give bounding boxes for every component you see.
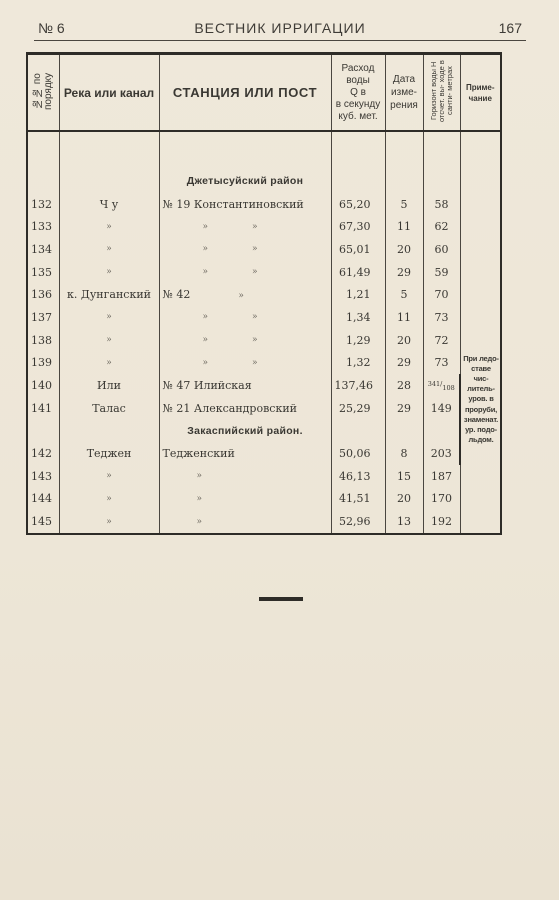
col-header-level: Горизонт воды H отсчет. вы- ходе в санти- метрах xyxy=(423,54,460,132)
table-row: 142 Теджен Тедженский 50,06 8 203 xyxy=(27,442,501,465)
note-line: льдом. xyxy=(468,435,494,445)
district-row xyxy=(27,420,501,443)
col-header-order: №№ по порядку xyxy=(27,54,59,132)
table-row: 139 » » » 1,32 29 73 При ледо- ставе чис- литель- уров. в проруби, знаменат. ур. подо- льдом. xyxy=(27,352,501,375)
table-row: 132 Ч у № 19 Константиновский 65,20 5 58 xyxy=(27,193,501,216)
journal-title: ВЕСТНИК ИРРИГАЦИИ xyxy=(194,20,366,36)
col-header-date: Дата изме- рения xyxy=(385,54,423,132)
issue-number: № 6 xyxy=(38,20,65,36)
table-row: 137 » » » 1,34 11 73 xyxy=(27,306,501,329)
section-divider-rule xyxy=(259,597,303,601)
page-number: 167 xyxy=(498,20,522,36)
running-head xyxy=(34,18,526,41)
table-row: 133 » » » 67,30 11 62 xyxy=(27,215,501,238)
note-line: литель- xyxy=(467,384,495,394)
table-row: 140 Или № 47 Илийская 137,46 28 $^{341/}$108 xyxy=(27,374,501,397)
level-fraction: $^{341/}$108 xyxy=(423,374,460,397)
table-row: 135 » » » 61,49 29 59 xyxy=(27,261,501,284)
table-row: 141 Талас № 21 Александровский 25,29 29 149 xyxy=(27,397,501,420)
table-row: 143 » » 46,13 15 187 xyxy=(27,465,501,488)
note-line: знаменат. xyxy=(463,414,499,424)
note-line: ставе чис- xyxy=(471,363,491,383)
note-line: При ледо- xyxy=(463,353,499,363)
col-header-flow: Расход воды Q в в секунду куб. мет. xyxy=(331,54,385,132)
col-header-note: Приме- чание xyxy=(460,54,501,132)
col-header-station: СТАНЦИЯ ИЛИ ПОСТ xyxy=(159,54,331,132)
table-row: 138 » » » 1,29 20 72 xyxy=(27,329,501,352)
table-row: 145 » » 52,96 13 192 xyxy=(27,510,501,534)
note-cell xyxy=(460,352,501,488)
table-header-row xyxy=(27,54,501,132)
spacer-row xyxy=(27,131,501,170)
district-heading: Закаспийский район. xyxy=(159,420,331,443)
district-row xyxy=(27,170,501,193)
note-line: проруби, xyxy=(464,404,498,414)
table-row: 134 » » » 65,01 20 60 xyxy=(27,238,501,261)
measurements-table xyxy=(26,52,502,535)
note-line: уров. в xyxy=(468,394,494,404)
note-line: ур. подо- xyxy=(465,424,497,434)
table-row: 136 к. Дунганский № 42 » 1,21 5 70 xyxy=(27,283,501,306)
col-header-river: Река или канал xyxy=(59,54,159,132)
district-heading: Джетысуйский район xyxy=(159,170,331,193)
table-row: 144 » » 41,51 20 170 xyxy=(27,488,501,511)
